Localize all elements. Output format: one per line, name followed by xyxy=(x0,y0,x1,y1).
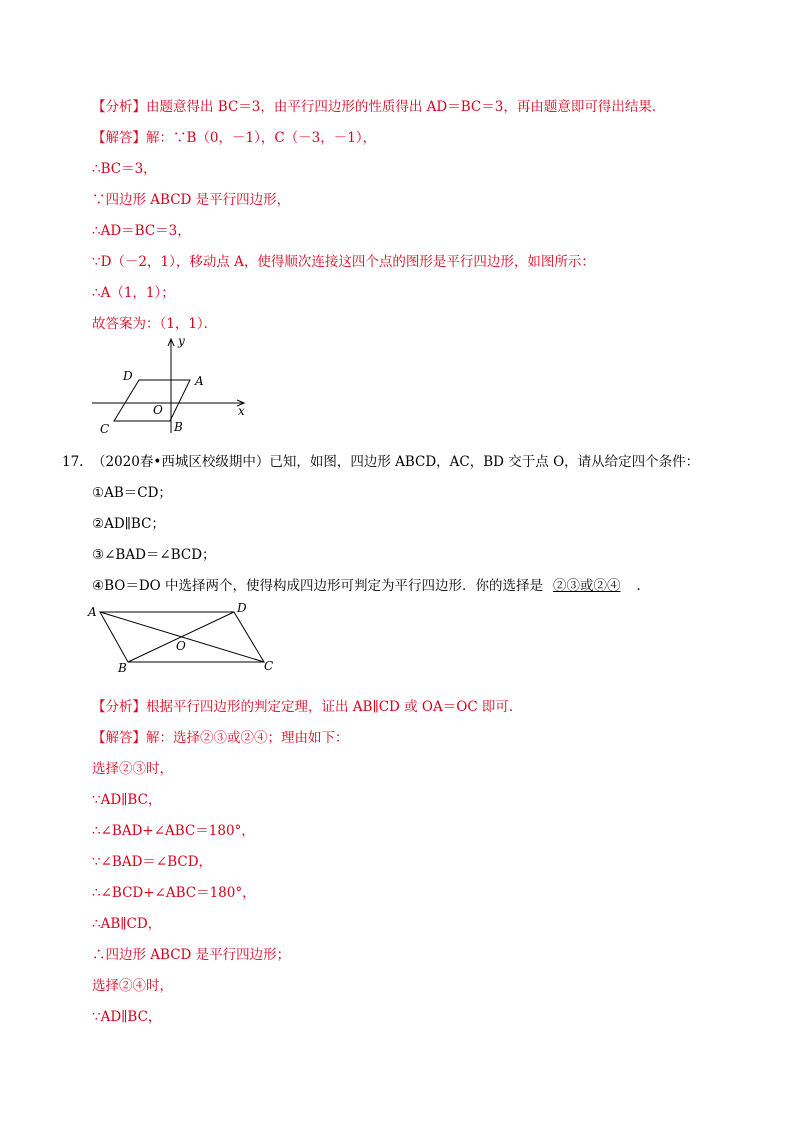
label-y: y xyxy=(178,334,185,348)
solution-line: ∴∠BAD+∠ABC＝180°， xyxy=(92,823,255,839)
parallelogram-abcd xyxy=(114,380,190,421)
solution-line: 【解答】解：选择②③或②④；理由如下： xyxy=(92,730,349,746)
condition-1: ①AB＝CD； xyxy=(92,485,172,501)
solution-line: 选择②④时， xyxy=(92,978,173,994)
label-o: O xyxy=(176,639,186,653)
solution-line: ∴A（1，1）； xyxy=(92,285,175,301)
condition-2: ②AD∥BC； xyxy=(92,516,165,532)
analysis-line: 【分析】根据平行四边形的判定定理，证出 AB∥CD 或 OA＝OC 即可． xyxy=(92,699,523,715)
solution-line: 选择②③时， xyxy=(92,761,173,777)
solution-line: ∵AD∥BC， xyxy=(92,792,162,808)
label-c: C xyxy=(100,422,110,436)
solution-line: ∵四边形 ABCD 是平行四边形， xyxy=(92,192,291,208)
label-x: x xyxy=(238,404,245,418)
analysis-line: 【分析】由题意得出 BC＝3，由平行四边形的性质得出 AD＝BC＝3，再由题意即可得出结果． xyxy=(92,99,666,115)
solution-line: ∴∠BCD+∠ABC＝180°， xyxy=(92,885,256,901)
problem-stem: （2020春•西城区校级期中）已知，如图，四边形 ABCD，AC，BD 交于点 O，请从给定四个条件： xyxy=(92,454,700,470)
solution-line: ∴AB∥CD， xyxy=(92,916,162,932)
solution-line: ∴四边形 ABCD 是平行四边形； xyxy=(92,947,291,963)
label-o: O xyxy=(153,403,163,417)
label-c: C xyxy=(264,659,274,673)
condition-3: ③∠BAD＝∠BCD； xyxy=(92,547,216,563)
label-a: A xyxy=(88,605,97,619)
answer-suffix: ． xyxy=(636,578,651,594)
answer-line: 故答案为：（1，1）． xyxy=(92,316,218,332)
label-b: B xyxy=(174,420,183,434)
coordinate-parallelogram-figure xyxy=(88,333,258,438)
solution-line: ∴BC＝3， xyxy=(92,161,157,177)
solution-line: ∵D（－2，1），移动点 A，使得顺次连接这四个点的图形是平行四边形，如图所示： xyxy=(92,254,595,270)
problem-number: 17. xyxy=(62,454,84,470)
solution-line: 【解答】解：∵B（0，－1），C（－3，－1）， xyxy=(92,130,377,146)
condition-4-line xyxy=(92,576,650,596)
label-d: D xyxy=(123,369,133,383)
condition-4-text: ④BO＝DO 中选择两个，使得构成四边形可判定为平行四边形．你的选择是 xyxy=(92,578,544,594)
label-b: B xyxy=(118,661,127,675)
parallelogram-diagonals-figure xyxy=(86,598,286,676)
diagonal-bd xyxy=(128,612,234,662)
answer-blank: ②③或②④ xyxy=(553,578,621,594)
label-a: A xyxy=(195,374,204,388)
solution-line: ∵AD∥BC， xyxy=(92,1009,162,1025)
solution-line: ∴AD＝BC＝3， xyxy=(92,223,191,239)
solution-line: ∵∠BAD＝∠BCD， xyxy=(92,854,213,870)
label-d: D xyxy=(237,601,247,615)
